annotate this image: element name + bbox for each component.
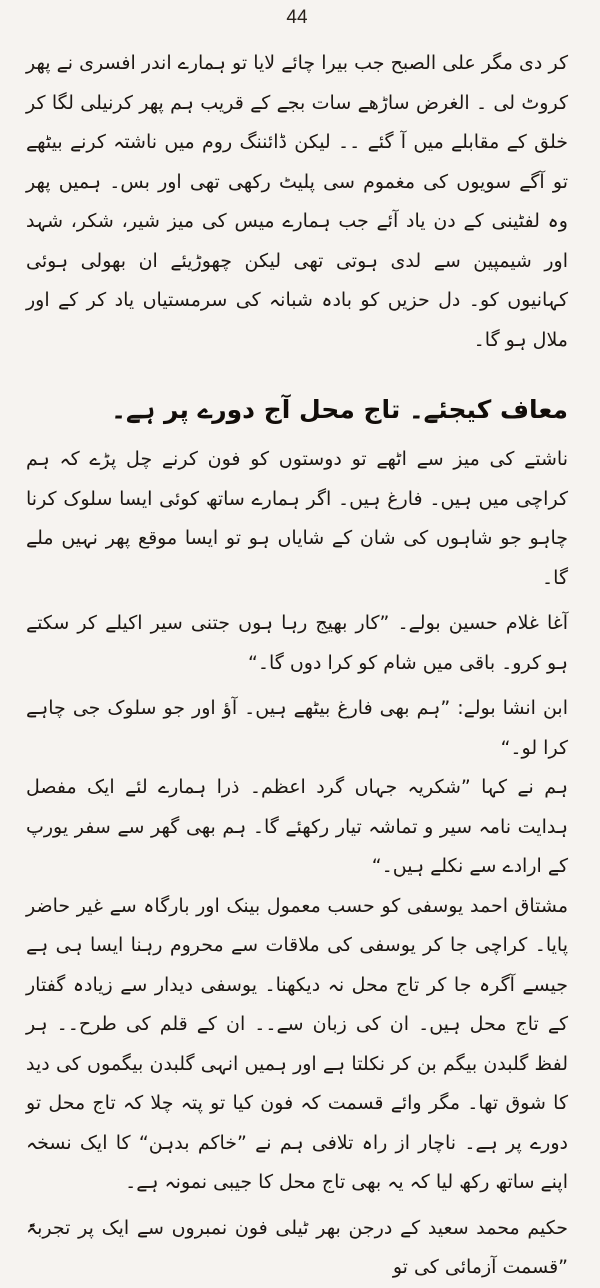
paragraph-ibn-insha: ابن انشا بولے: ”ہم بھی فارغ بیٹھے ہیں۔ آؤ اور جو سلوک جی چاہے کرا لو۔“	[26, 697, 568, 759]
section-heading: معاف کیجئے۔ تاج محل آج دورے پر ہے۔	[111, 395, 568, 424]
paragraph-breakfast: ناشتے کی میز سے اٹھے تو دوستوں کو فون کرنے چل پڑے کہ ہم کراچی میں ہیں۔ فارغ ہیں۔ اگر ہمارے ساتھ کوئی ایسا سلوک کرنا چاہو جو شاہوں کی شان کے شایاں ہو تو ایسا موقع پھر نہیں ملے گا۔	[26, 448, 568, 589]
paragraph-intro: کر دی مگر علی الصبح جب بیرا چائے لایا تو ہمارے اندر افسری نے پھر کروٹ لی ۔ الغرض ساڑھے سات بجے کے قریب ہم پھر کرنیلی لگا کر خلق کے مقابلے میں آ گئے ۔۔ لیکن ڈائننگ روم میں ناشتہ کرنے بیٹھے تو آگے سویوں کی مغموم سی پلیٹ رکھی تھی اور بس۔ ہمیں پھر وہ لفٹینی کے دن یاد آئے جب ہمارے میس کی میز شیر، شکر، شہد اور شیمپین سے لدی ہوتی تھی لیکن چھوڑیئے ان بھولی ہوئی کہانیوں کو۔ دل حزیں کو بادہ شبانہ کی سرمستیاں یاد کر کے اور ملال ہو گا۔	[26, 52, 568, 351]
paragraph-reply: ہم نے کہا ”شکریہ جہاں گرد اعظم۔ ذرا ہمارے لئے ایک مفصل ہدایت نامہ سیر و تماشہ تیار رکھئے گا۔ ہم بھی گھر سے سفر یورپ کے ارادے سے نکلے ہیں۔“	[26, 776, 568, 877]
page-number: 44	[286, 7, 308, 28]
paragraph-yousufi: مشتاق احمد یوسفی کو حسب معمول بینک اور بارگاہ سے غیر حاضر پایا۔ کراچی جا کر یوسفی کی ملاقات سے محروم رہنا ایسا ہی ہے جیسے آگرہ جا کر تاج محل نہ دیکھنا۔ یوسفی دیدار سے زیادہ گفتار کے تاج محل ہیں۔ ان کی زبان سے۔۔ ان کے قلم کی طرح۔۔ ہر لفظ گلبدن بیگم بن کر نکلتا ہے اور ہمیں انہی گلبدن بیگموں کی دید کا شوق تھا۔ مگر وائے قسمت کہ فون کیا تو پتہ چلا کہ تاج محل تو دورے پر ہے۔ ناچار از راہ تلافی ہم نے ”خاکم بدہن“ کا ایک نسخہ اپنے ساتھ رکھ لیا کہ یہ بھی تاج محل کا جیبی نمونہ ہے۔	[26, 894, 568, 1193]
paragraph-agha: آغا غلام حسین بولے۔ ”کار بھیج رہا ہوں جتنی سیر اکیلے کر سکتے ہو کرو۔ باقی میں شام کو کرا دوں گا۔“	[26, 612, 568, 674]
paragraph-hakim: حکیم محمد سعید کے درجن بھر ٹیلی فون نمبروں سے ایک پر تجربۃً ”قسمت آزمائی کی تو	[26, 1216, 568, 1278]
